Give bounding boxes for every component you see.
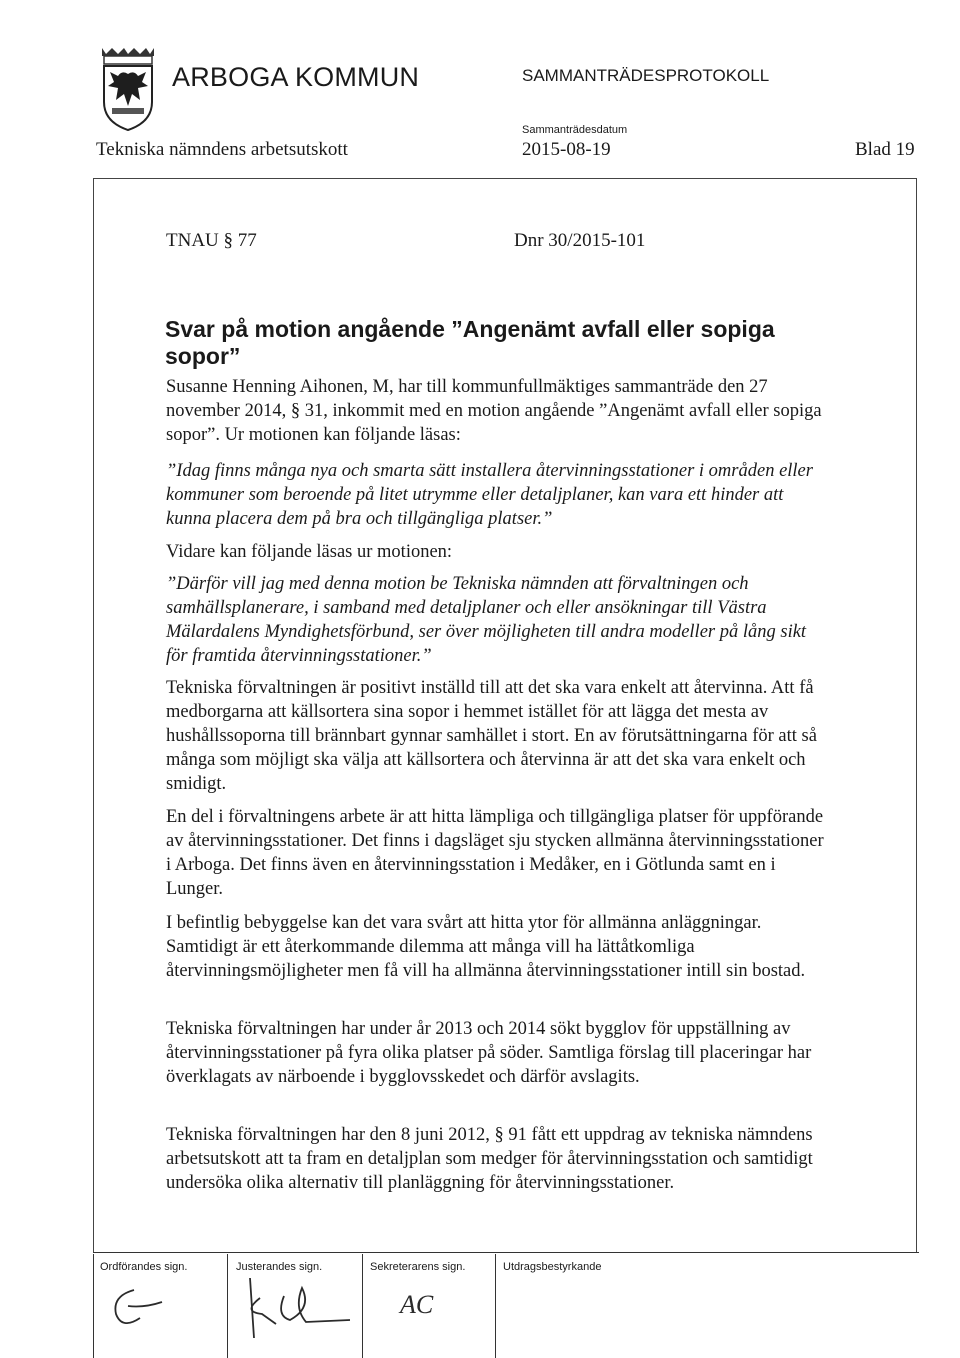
quote-motion-2: ”Därför vill jag med denna motion be Tekniska nämnden att förvaltningen och samhällsplanerare, i samband med detaljplaner och eller ansökningar till Västra Mälardalens Myndighetsförbund, ser över möjligheten till andra modeller på lång sikt för framtida återvinningsstationer.” bbox=[166, 574, 807, 666]
paragraph-assignment: Tekniska förvaltningen har den 8 juni 2012, § 91 fått ett uppdrag av tekniska nämndens arbetsutskott att ta fram en detaljplan som medger för återvinningsstation och samtidigt undersöka olika alternativ till planläggning för återvinningsstationer. bbox=[166, 1125, 813, 1193]
quote-motion-1: ”Idag finns många nya och smarta sätt installera återvinningsstationer i områden eller kommuner som beroende på litet utrymme eller detaljplaner, kan vara ett hinder att kunna placera dem på bra och tillgängliga platser.” bbox=[166, 461, 813, 529]
committee-name: Tekniska nämndens arbetsutskott bbox=[96, 139, 348, 160]
footer-top-rule bbox=[93, 1252, 919, 1253]
paragraph-reference: TNAU § 77 bbox=[166, 230, 257, 251]
adjuster-signature-label: Justerandes sign. bbox=[236, 1261, 323, 1273]
extract-certification-label: Utdragsbestyrkande bbox=[503, 1261, 602, 1273]
secretary-initials: AC bbox=[400, 1290, 434, 1319]
paragraph-further: Vidare kan följande läsas ur motionen: bbox=[166, 542, 453, 562]
footer-divider bbox=[93, 1254, 94, 1358]
document-type: SAMMANTRÄDESPROTOKOLL bbox=[522, 66, 770, 85]
chair-signature bbox=[100, 1272, 200, 1342]
municipal-coat-of-arms-logo bbox=[96, 46, 160, 132]
organization-name: ARBOGA KOMMUN bbox=[172, 62, 420, 92]
document-title: Svar på motion angående ”Angenämt avfall eller sopiga sopor” bbox=[165, 316, 775, 369]
adjuster-signature bbox=[232, 1268, 357, 1348]
page-number: Blad 19 bbox=[855, 139, 915, 160]
paragraph-intro: Susanne Henning Aihonen, M, har till kommunfullmäktiges sammanträde den 27 november 2014, § 31, inkommit med en motion angående ”Angenämt avfall eller sopiga sopor”. Ur motionen kan följande läsas: bbox=[166, 377, 822, 445]
paragraph-positive: Tekniska förvaltningen är positivt inställd till att det ska vara enkelt att återvinna. Att få medborgarna att källsortera sina sopor i hemmet istället för att lägga det mesta av hushållssoporna till brännbart gynnar samhället i stort. En av förutsättningarna för att så många som möjligt ska välja att källsortera och återvinna är att det ska vara enkelt och smidigt. bbox=[166, 678, 817, 794]
footer-divider bbox=[362, 1254, 363, 1358]
paragraph-difficulties: I befintlig bebyggelse kan det vara svårt att hitta ytor för allmänna anläggningar. Samtidigt är ett återkommande dilemma att många vill ha lättåtkomliga återvinningsmöjligheter men få vill ha allmänna återvinningsstationer intill sin bostad. bbox=[166, 913, 806, 981]
footer-divider bbox=[495, 1254, 496, 1358]
case-number: Dnr 30/2015-101 bbox=[514, 230, 646, 251]
chair-signature-label: Ordförandes sign. bbox=[100, 1261, 188, 1273]
paragraph-locations: En del i förvaltningens arbete är att hitta lämpliga och tillgängliga platser för uppförande av återvinningsstationer. Det finns i dagsläget sju stycken allmänna återvinningsstationer i Arboga. Det finns även en återvinningsstation i Medåker, en i Götlunda samt en i Lunger. bbox=[166, 807, 824, 899]
meeting-date: 2015-08-19 bbox=[522, 139, 611, 160]
paragraph-permits: Tekniska förvaltningen har under år 2013 och 2014 sökt bygglov för uppställning av återvinningsstationer på fyra olika platser på söder. Samtliga förslag till placeringar har överklagats av närboende i bygglovsskedet och därför avslagits. bbox=[166, 1019, 812, 1087]
footer-divider bbox=[227, 1254, 228, 1358]
meeting-date-label: Sammanträdesdatum bbox=[522, 124, 628, 136]
secretary-signature-label: Sekreterarens sign. bbox=[370, 1261, 466, 1273]
